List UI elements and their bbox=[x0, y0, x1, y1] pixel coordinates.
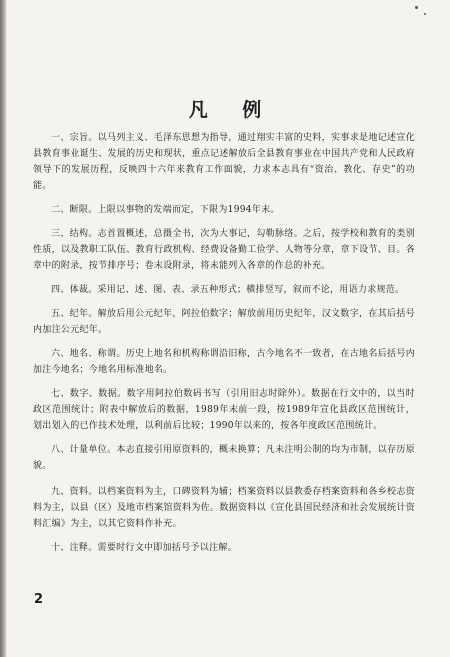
paragraph-purpose: 一、宗旨。以马列主义、毛泽东思想为指导，通过翔实丰富的史料，实事求是地记述宣化县教育事业诞生、发展的历史和现状，重点记述解放后全县教育事业在中国共产党和人民政府领导下的发展历程，反映四十六年来教育工作面貌，力求本志具有“资治、教化、存史”的功能。 bbox=[33, 133, 415, 191]
paragraph-place-names: 六、地名、称谓。历史上地名和机构称谓沿旧称，古今地名不一致者，在古地名后括号内加注今地名；今地名用标准地名。 bbox=[33, 349, 415, 375]
paragraph-genre: 四、体裁。采用记、述、图、表、录五种形式；横排竖写，叙而不论，用语力求规范。 bbox=[51, 285, 405, 295]
scan-speck bbox=[424, 13, 426, 15]
paragraph-sources: 九、资料。以档案资料为主，口碑资料为辅；档案资料以县教委存档案资料和各乡校志资料为主，以县（区）及地市档案馆资料为佐。数据资料以《宣化县国民经济和社会发展统计资料汇编》为主，以其它资料作补充。 bbox=[33, 487, 415, 529]
paragraph-time-limit: 二、断限。上限以事物的发端而定，下限为1994年末。 bbox=[51, 205, 280, 215]
paragraph-units: 八、计量单位。本志直接引用原资料的，概未换算；凡未注明公制的均为市制，以存历原貌。 bbox=[33, 445, 415, 471]
page-number: 2 bbox=[34, 592, 44, 607]
page-content bbox=[33, 130, 415, 564]
paragraph-notes: 十、注释。需要时行文中即加括号予以注解。 bbox=[51, 543, 238, 553]
page-title: 凡 例 bbox=[188, 99, 276, 121]
paragraph-structure: 三、结构。志首置概述，总摄全书，次为大事记，勾勒脉络。之后，按学校和教育的类别性质，以及教职工队伍、教育行政机构、经费设备勤工俭学、人物等分章，章下设节、目。各章中的附录，按节排序号；卷末设附录，将未能列入各章的作总的补充。 bbox=[33, 229, 415, 271]
paragraph-numbers: 七、数字、数据。数字用阿拉伯数码书写（引用旧志时除外）。数据在行文中的，以当时政区范围统计；附表中解放后的数据，1989年末前一段，按1989年宣化县政区范围统计，划出划入的已作技术处理，以利前后比较；1990年以来的，按各年度政区范围统计。 bbox=[33, 389, 415, 431]
scan-speck bbox=[415, 6, 418, 9]
paragraph-calendar: 五、纪年。解放后用公元纪年，阿拉伯数字；解放前用历史纪年，汉文数字，在其后括号内加注公元纪年。 bbox=[33, 309, 415, 335]
